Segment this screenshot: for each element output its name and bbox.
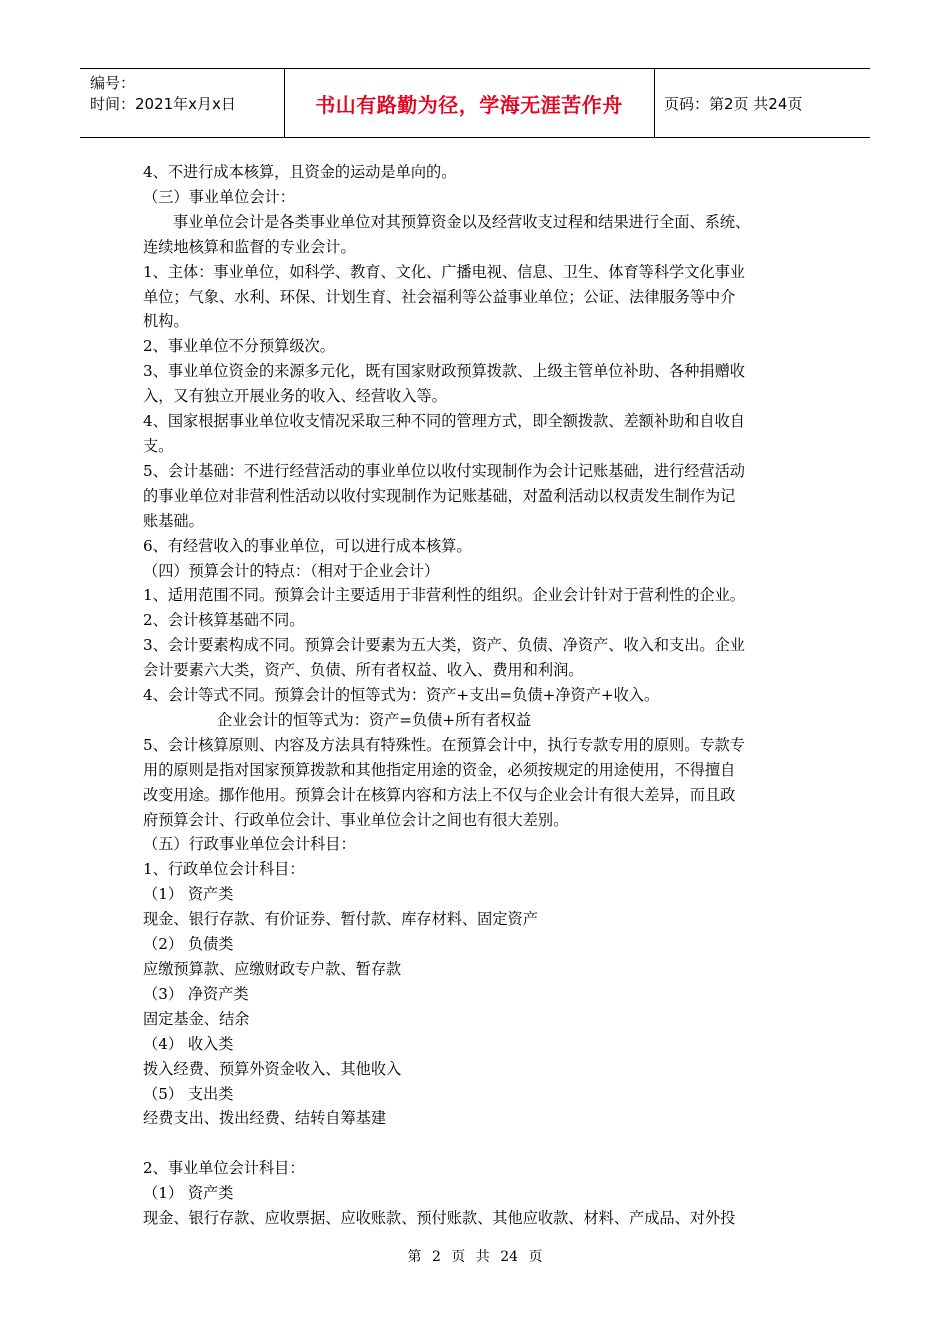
text-line: 连续地核算和监督的专业会计。 xyxy=(143,237,356,256)
subsection-heading: 2、事业单位会计科目： xyxy=(143,1159,305,1178)
document-body xyxy=(143,160,823,1231)
blank-line xyxy=(143,1131,823,1156)
section-heading: （三）事业单位会计： xyxy=(143,187,295,206)
text-line: 机构。 xyxy=(143,312,189,331)
category-heading: （1） 资产类 xyxy=(143,885,234,904)
category-heading: （4） 收入类 xyxy=(143,1034,234,1053)
page-footer: 第 2 页 共 24 页 xyxy=(407,1249,543,1265)
text-line: 2、会计核算基础不同。 xyxy=(143,611,305,630)
text-line: 事业单位会计是各类事业单位对其预算资金以及经营收支过程和结果进行全面、系统、 xyxy=(173,212,751,231)
document-date-label: 时间：2021年x月x日 xyxy=(90,95,236,113)
text-line: 改变用途。挪作他用。预算会计在核算内容和方法上不仅与企业会计有很大差异，而且政 xyxy=(143,785,736,804)
text-line: 拨入经费、预算外资金收入、其他收入 xyxy=(143,1059,402,1078)
header-divider xyxy=(654,69,655,137)
category-heading: （1） 资产类 xyxy=(143,1184,234,1203)
text-line: 4、会计等式不同。预算会计的恒等式为：资产+支出=负债+净资产+收入。 xyxy=(143,686,660,705)
text-line: 固定基金、结余 xyxy=(143,1009,250,1028)
header-meta xyxy=(90,73,286,115)
section-heading: （五）行政事业单位会计科目： xyxy=(143,835,356,854)
text-line: 经费支出、拨出经费、结转自筹基建 xyxy=(143,1109,386,1128)
page-header xyxy=(80,68,870,138)
text-line: 5、会计核算原则、内容及方法具有特殊性。在预算会计中，执行专款专用的原则。专款专 xyxy=(143,735,745,754)
document-number-label: 编号： xyxy=(90,74,136,92)
header-page-info: 页码：第2页 共24页 xyxy=(664,94,803,113)
text-line: 4、国家根据事业单位收支情况采取三种不同的管理方式，即全额拨款、差额补助和自收自 xyxy=(143,412,745,431)
text-line: 会计要素六大类，资产、负债、所有者权益、收入、费用和利润。 xyxy=(143,661,584,680)
section-heading: （四）预算会计的特点：（相对于企业会计） xyxy=(143,561,440,580)
text-line: 应缴预算款、应缴财政专户款、暂存款 xyxy=(143,960,402,978)
text-line: 府预算会计、行政单位会计、事业单位会计之间也有很大差别。 xyxy=(143,810,569,829)
text-line: 现金、银行存款、应收票据、应收账款、预付账款、其他应收款、材料、产成品、对外投 xyxy=(143,1209,736,1228)
category-heading: （2） 负债类 xyxy=(143,935,234,954)
text-line: 企业会计的恒等式为：资产=负债+所有者权益 xyxy=(217,710,532,729)
text-line: 3、事业单位资金的来源多元化，既有国家财政预算拨款、上级主管单位补助、各种捐赠收 xyxy=(143,362,745,381)
text-line: 1、主体：事业单位，如科学、教育、文化、广播电视、信息、卫生、体育等科学文化事业 xyxy=(143,262,745,281)
text-line: 支。 xyxy=(143,436,174,455)
text-line: 3、会计要素构成不同。预算会计要素为五大类，资产、负债、净资产、收入和支出。企业 xyxy=(143,636,745,655)
text-line: 用的原则是指对国家预算拨款和其他指定用途的资金，必须按规定的用途使用，不得擅自 xyxy=(143,760,736,779)
category-heading: （3） 净资产类 xyxy=(143,984,249,1003)
text-line: 5、会计基础：不进行经营活动的事业单位以收付实现制作为会计记账基础，进行经营活动 xyxy=(143,461,745,480)
text-line: 2、事业单位不分预算级次。 xyxy=(143,337,335,356)
text-line: 4、不进行成本核算，且资金的运动是单向的。 xyxy=(143,163,457,181)
text-line: 账基础。 xyxy=(143,511,204,530)
text-line: 的事业单位对非营利性活动以收付实现制作为记账基础，对盈利活动以权责发生制作为记 xyxy=(143,486,736,505)
text-line: 单位；气象、水利、环保、计划生育、社会福利等公益事业单位；公证、法律服务等中介 xyxy=(143,287,736,306)
text-line: 现金、银行存款、有价证券、暂付款、库存材料、固定资产 xyxy=(143,910,538,929)
text-line: 1、适用范围不同。预算会计主要适用于非营利性的组织。企业会计针对于营利性的企业。 xyxy=(143,586,745,605)
header-motto: 书山有路勤为径，学海无涯苦作舟 xyxy=(315,92,623,117)
category-heading: （5） 支出类 xyxy=(143,1084,234,1103)
text-line: 6、有经营收入的事业单位，可以进行成本核算。 xyxy=(143,536,472,555)
text-line: 入，又有独立开展业务的收入、经营收入等。 xyxy=(143,387,447,406)
subsection-heading: 1、行政单位会计科目： xyxy=(143,860,305,879)
